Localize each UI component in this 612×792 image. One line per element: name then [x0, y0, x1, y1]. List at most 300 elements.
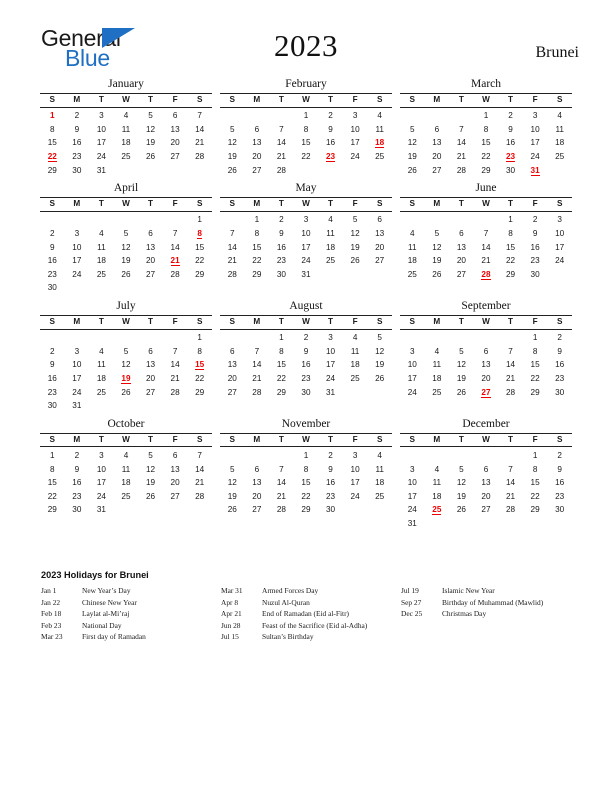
day-cell[interactable] — [318, 254, 343, 268]
day-cell[interactable] — [367, 345, 392, 359]
day-cell[interactable] — [114, 358, 139, 372]
day-cell[interactable] — [498, 164, 523, 178]
day-cell[interactable] — [114, 241, 139, 255]
day-cell[interactable] — [523, 329, 548, 345]
day-cell[interactable] — [269, 476, 294, 490]
day-cell[interactable] — [245, 503, 270, 517]
day-cell[interactable] — [449, 358, 474, 372]
day-cell[interactable] — [343, 136, 368, 150]
day-cell[interactable] — [138, 345, 163, 359]
day-cell[interactable] — [40, 254, 65, 268]
day-cell[interactable] — [138, 447, 163, 463]
day-cell[interactable] — [367, 476, 392, 490]
day-cell[interactable] — [65, 476, 90, 490]
day-cell[interactable] — [187, 136, 212, 150]
day-cell[interactable] — [547, 447, 572, 463]
day-cell[interactable] — [294, 241, 319, 255]
day-cell[interactable] — [547, 227, 572, 241]
day-cell[interactable] — [40, 164, 65, 178]
day-cell[interactable] — [163, 358, 188, 372]
day-cell[interactable] — [269, 241, 294, 255]
day-cell[interactable] — [114, 447, 139, 463]
day-cell[interactable] — [400, 476, 425, 490]
day-cell[interactable] — [498, 386, 523, 400]
day-cell[interactable] — [498, 241, 523, 255]
day-cell[interactable] — [245, 254, 270, 268]
day-cell[interactable] — [449, 241, 474, 255]
day-cell[interactable] — [318, 211, 343, 227]
day-cell[interactable] — [523, 254, 548, 268]
day-cell[interactable] — [400, 136, 425, 150]
day-cell[interactable] — [367, 227, 392, 241]
day-cell[interactable] — [114, 136, 139, 150]
day-cell[interactable] — [163, 136, 188, 150]
day-cell[interactable] — [294, 345, 319, 359]
day-cell[interactable] — [547, 345, 572, 359]
day-cell[interactable] — [425, 490, 450, 504]
day-cell[interactable] — [40, 136, 65, 150]
day-cell[interactable] — [65, 490, 90, 504]
day-cell[interactable] — [474, 241, 499, 255]
day-cell[interactable] — [425, 268, 450, 282]
day-cell[interactable] — [547, 503, 572, 517]
day-cell-holiday[interactable] — [474, 386, 499, 400]
day-cell[interactable] — [114, 150, 139, 164]
day-cell[interactable] — [547, 358, 572, 372]
day-cell[interactable] — [449, 254, 474, 268]
day-cell[interactable] — [367, 150, 392, 164]
day-cell[interactable] — [343, 372, 368, 386]
day-cell[interactable] — [318, 107, 343, 123]
day-cell[interactable] — [294, 490, 319, 504]
day-cell[interactable] — [89, 254, 114, 268]
day-cell[interactable] — [138, 268, 163, 282]
day-cell-holiday[interactable] — [523, 164, 548, 178]
day-cell[interactable] — [498, 476, 523, 490]
day-cell[interactable] — [269, 463, 294, 477]
day-cell[interactable] — [343, 329, 368, 345]
day-cell[interactable] — [474, 136, 499, 150]
day-cell[interactable] — [65, 227, 90, 241]
day-cell[interactable] — [187, 345, 212, 359]
day-cell[interactable] — [245, 358, 270, 372]
day-cell[interactable] — [498, 136, 523, 150]
day-cell[interactable] — [163, 227, 188, 241]
day-cell[interactable] — [245, 476, 270, 490]
day-cell[interactable] — [40, 241, 65, 255]
day-cell[interactable] — [65, 254, 90, 268]
day-cell[interactable] — [343, 463, 368, 477]
day-cell[interactable] — [269, 345, 294, 359]
day-cell[interactable] — [400, 268, 425, 282]
day-cell[interactable] — [523, 447, 548, 463]
day-cell[interactable] — [245, 211, 270, 227]
day-cell[interactable] — [294, 503, 319, 517]
day-cell[interactable] — [498, 268, 523, 282]
day-cell[interactable] — [163, 150, 188, 164]
day-cell[interactable] — [343, 490, 368, 504]
day-cell[interactable] — [89, 386, 114, 400]
day-cell-holiday[interactable] — [318, 150, 343, 164]
day-cell[interactable] — [65, 241, 90, 255]
day-cell[interactable] — [523, 358, 548, 372]
day-cell[interactable] — [474, 503, 499, 517]
day-cell[interactable] — [294, 254, 319, 268]
day-cell[interactable] — [163, 372, 188, 386]
day-cell-holiday[interactable] — [187, 358, 212, 372]
day-cell[interactable] — [523, 136, 548, 150]
day-cell[interactable] — [449, 227, 474, 241]
day-cell[interactable] — [498, 372, 523, 386]
day-cell[interactable] — [343, 358, 368, 372]
day-cell[interactable] — [220, 386, 245, 400]
day-cell[interactable] — [474, 107, 499, 123]
day-cell[interactable] — [523, 372, 548, 386]
day-cell[interactable] — [163, 123, 188, 137]
day-cell[interactable] — [498, 358, 523, 372]
day-cell-holiday[interactable] — [40, 107, 65, 123]
day-cell[interactable] — [449, 150, 474, 164]
day-cell[interactable] — [449, 136, 474, 150]
day-cell[interactable] — [40, 490, 65, 504]
day-cell[interactable] — [400, 358, 425, 372]
day-cell[interactable] — [245, 227, 270, 241]
day-cell[interactable] — [245, 490, 270, 504]
day-cell[interactable] — [114, 386, 139, 400]
day-cell[interactable] — [187, 386, 212, 400]
day-cell[interactable] — [163, 386, 188, 400]
day-cell[interactable] — [498, 254, 523, 268]
day-cell[interactable] — [65, 372, 90, 386]
day-cell[interactable] — [343, 447, 368, 463]
day-cell[interactable] — [114, 345, 139, 359]
day-cell[interactable] — [547, 150, 572, 164]
day-cell[interactable] — [523, 503, 548, 517]
day-cell[interactable] — [523, 211, 548, 227]
day-cell[interactable] — [138, 372, 163, 386]
day-cell[interactable] — [269, 211, 294, 227]
day-cell[interactable] — [187, 329, 212, 345]
day-cell[interactable] — [498, 345, 523, 359]
day-cell[interactable] — [187, 123, 212, 137]
day-cell[interactable] — [269, 386, 294, 400]
day-cell[interactable] — [89, 463, 114, 477]
day-cell[interactable] — [89, 447, 114, 463]
day-cell[interactable] — [269, 136, 294, 150]
day-cell[interactable] — [40, 345, 65, 359]
day-cell[interactable] — [269, 254, 294, 268]
day-cell[interactable] — [187, 268, 212, 282]
day-cell[interactable] — [318, 227, 343, 241]
day-cell[interactable] — [65, 463, 90, 477]
day-cell[interactable] — [547, 372, 572, 386]
day-cell-holiday[interactable] — [40, 150, 65, 164]
day-cell[interactable] — [425, 241, 450, 255]
day-cell[interactable] — [547, 241, 572, 255]
day-cell[interactable] — [318, 241, 343, 255]
day-cell[interactable] — [245, 268, 270, 282]
day-cell[interactable] — [220, 241, 245, 255]
day-cell[interactable] — [318, 447, 343, 463]
day-cell[interactable] — [138, 227, 163, 241]
day-cell[interactable] — [523, 476, 548, 490]
day-cell[interactable] — [89, 107, 114, 123]
day-cell[interactable] — [400, 254, 425, 268]
day-cell[interactable] — [65, 136, 90, 150]
day-cell[interactable] — [400, 150, 425, 164]
day-cell[interactable] — [474, 227, 499, 241]
day-cell[interactable] — [269, 490, 294, 504]
day-cell[interactable] — [294, 136, 319, 150]
day-cell[interactable] — [425, 254, 450, 268]
day-cell[interactable] — [65, 164, 90, 178]
day-cell[interactable] — [89, 123, 114, 137]
day-cell[interactable] — [343, 241, 368, 255]
day-cell[interactable] — [523, 227, 548, 241]
day-cell[interactable] — [220, 227, 245, 241]
day-cell[interactable] — [474, 345, 499, 359]
day-cell[interactable] — [40, 372, 65, 386]
day-cell[interactable] — [65, 399, 90, 413]
day-cell[interactable] — [367, 211, 392, 227]
day-cell[interactable] — [425, 164, 450, 178]
day-cell[interactable] — [425, 150, 450, 164]
day-cell[interactable] — [498, 107, 523, 123]
day-cell[interactable] — [163, 490, 188, 504]
day-cell[interactable] — [547, 211, 572, 227]
day-cell[interactable] — [449, 268, 474, 282]
day-cell[interactable] — [400, 517, 425, 531]
day-cell[interactable] — [425, 386, 450, 400]
day-cell-holiday[interactable] — [498, 150, 523, 164]
day-cell[interactable] — [245, 150, 270, 164]
day-cell[interactable] — [245, 463, 270, 477]
day-cell[interactable] — [89, 136, 114, 150]
day-cell[interactable] — [367, 329, 392, 345]
day-cell[interactable] — [89, 372, 114, 386]
day-cell[interactable] — [269, 268, 294, 282]
day-cell[interactable] — [449, 345, 474, 359]
day-cell[interactable] — [163, 268, 188, 282]
day-cell[interactable] — [523, 490, 548, 504]
day-cell[interactable] — [114, 476, 139, 490]
day-cell[interactable] — [40, 358, 65, 372]
day-cell[interactable] — [40, 268, 65, 282]
day-cell[interactable] — [547, 476, 572, 490]
day-cell[interactable] — [220, 150, 245, 164]
day-cell[interactable] — [400, 386, 425, 400]
day-cell[interactable] — [400, 345, 425, 359]
day-cell[interactable] — [294, 372, 319, 386]
day-cell[interactable] — [269, 150, 294, 164]
day-cell[interactable] — [547, 386, 572, 400]
day-cell[interactable] — [65, 447, 90, 463]
day-cell[interactable] — [474, 476, 499, 490]
day-cell[interactable] — [498, 211, 523, 227]
day-cell[interactable] — [318, 490, 343, 504]
day-cell[interactable] — [138, 463, 163, 477]
day-cell[interactable] — [269, 503, 294, 517]
day-cell[interactable] — [245, 123, 270, 137]
day-cell[interactable] — [318, 476, 343, 490]
day-cell[interactable] — [65, 358, 90, 372]
day-cell[interactable] — [220, 254, 245, 268]
day-cell[interactable] — [114, 123, 139, 137]
day-cell[interactable] — [269, 329, 294, 345]
day-cell[interactable] — [89, 358, 114, 372]
day-cell[interactable] — [294, 211, 319, 227]
day-cell[interactable] — [220, 476, 245, 490]
day-cell[interactable] — [220, 358, 245, 372]
day-cell[interactable] — [474, 490, 499, 504]
day-cell[interactable] — [367, 107, 392, 123]
day-cell[interactable] — [343, 211, 368, 227]
day-cell[interactable] — [400, 490, 425, 504]
day-cell[interactable] — [89, 241, 114, 255]
day-cell[interactable] — [425, 476, 450, 490]
day-cell[interactable] — [498, 227, 523, 241]
day-cell[interactable] — [523, 107, 548, 123]
day-cell[interactable] — [40, 123, 65, 137]
day-cell[interactable] — [367, 372, 392, 386]
day-cell[interactable] — [187, 476, 212, 490]
day-cell[interactable] — [343, 476, 368, 490]
day-cell[interactable] — [367, 463, 392, 477]
day-cell[interactable] — [449, 123, 474, 137]
day-cell[interactable] — [245, 372, 270, 386]
day-cell[interactable] — [138, 241, 163, 255]
day-cell[interactable] — [65, 386, 90, 400]
day-cell[interactable] — [220, 136, 245, 150]
day-cell[interactable] — [294, 447, 319, 463]
day-cell[interactable] — [474, 150, 499, 164]
day-cell[interactable] — [318, 386, 343, 400]
day-cell[interactable] — [187, 447, 212, 463]
day-cell[interactable] — [449, 503, 474, 517]
day-cell[interactable] — [187, 463, 212, 477]
day-cell[interactable] — [343, 107, 368, 123]
day-cell[interactable] — [138, 386, 163, 400]
day-cell[interactable] — [40, 227, 65, 241]
day-cell[interactable] — [138, 358, 163, 372]
day-cell[interactable] — [89, 490, 114, 504]
day-cell[interactable] — [245, 386, 270, 400]
day-cell[interactable] — [89, 150, 114, 164]
day-cell[interactable] — [138, 490, 163, 504]
day-cell[interactable] — [269, 123, 294, 137]
day-cell[interactable] — [269, 227, 294, 241]
day-cell[interactable] — [114, 107, 139, 123]
day-cell[interactable] — [245, 164, 270, 178]
day-cell[interactable] — [89, 227, 114, 241]
day-cell[interactable] — [425, 345, 450, 359]
day-cell[interactable] — [269, 164, 294, 178]
day-cell[interactable] — [294, 463, 319, 477]
day-cell[interactable] — [220, 503, 245, 517]
day-cell[interactable] — [523, 345, 548, 359]
day-cell[interactable] — [245, 241, 270, 255]
day-cell[interactable] — [400, 463, 425, 477]
day-cell[interactable] — [245, 345, 270, 359]
day-cell[interactable] — [114, 268, 139, 282]
day-cell[interactable] — [40, 503, 65, 517]
day-cell[interactable] — [187, 241, 212, 255]
day-cell[interactable] — [425, 463, 450, 477]
day-cell[interactable] — [523, 386, 548, 400]
day-cell-holiday[interactable] — [187, 227, 212, 241]
day-cell[interactable] — [449, 372, 474, 386]
day-cell[interactable] — [523, 241, 548, 255]
day-cell[interactable] — [40, 281, 65, 295]
day-cell[interactable] — [40, 447, 65, 463]
day-cell[interactable] — [474, 254, 499, 268]
day-cell[interactable] — [449, 490, 474, 504]
day-cell[interactable] — [318, 503, 343, 517]
day-cell[interactable] — [498, 490, 523, 504]
day-cell[interactable] — [474, 463, 499, 477]
day-cell[interactable] — [523, 123, 548, 137]
day-cell[interactable] — [367, 123, 392, 137]
day-cell[interactable] — [547, 329, 572, 345]
day-cell[interactable] — [89, 164, 114, 178]
day-cell[interactable] — [65, 107, 90, 123]
day-cell[interactable] — [318, 329, 343, 345]
day-cell[interactable] — [400, 164, 425, 178]
day-cell[interactable] — [294, 227, 319, 241]
day-cell-holiday[interactable] — [367, 136, 392, 150]
day-cell[interactable] — [138, 254, 163, 268]
day-cell[interactable] — [138, 107, 163, 123]
day-cell[interactable] — [294, 268, 319, 282]
day-cell[interactable] — [65, 123, 90, 137]
day-cell[interactable] — [114, 490, 139, 504]
day-cell[interactable] — [318, 136, 343, 150]
day-cell[interactable] — [318, 372, 343, 386]
day-cell[interactable] — [367, 358, 392, 372]
day-cell[interactable] — [400, 372, 425, 386]
day-cell[interactable] — [547, 123, 572, 137]
day-cell[interactable] — [187, 211, 212, 227]
day-cell[interactable] — [400, 503, 425, 517]
day-cell[interactable] — [523, 463, 548, 477]
day-cell-holiday[interactable] — [114, 372, 139, 386]
day-cell[interactable] — [163, 107, 188, 123]
day-cell[interactable] — [114, 463, 139, 477]
day-cell[interactable] — [89, 345, 114, 359]
day-cell[interactable] — [269, 372, 294, 386]
day-cell[interactable] — [425, 372, 450, 386]
day-cell[interactable] — [65, 150, 90, 164]
day-cell[interactable] — [138, 476, 163, 490]
day-cell[interactable] — [400, 227, 425, 241]
day-cell[interactable] — [187, 254, 212, 268]
day-cell[interactable] — [523, 268, 548, 282]
day-cell[interactable] — [163, 241, 188, 255]
day-cell[interactable] — [318, 463, 343, 477]
day-cell[interactable] — [343, 123, 368, 137]
day-cell[interactable] — [343, 345, 368, 359]
day-cell[interactable] — [40, 463, 65, 477]
day-cell[interactable] — [294, 123, 319, 137]
day-cell-holiday[interactable] — [425, 503, 450, 517]
day-cell[interactable] — [294, 476, 319, 490]
day-cell[interactable] — [187, 150, 212, 164]
day-cell[interactable] — [425, 227, 450, 241]
day-cell-holiday[interactable] — [163, 254, 188, 268]
day-cell[interactable] — [474, 164, 499, 178]
day-cell[interactable] — [294, 329, 319, 345]
day-cell[interactable] — [318, 358, 343, 372]
